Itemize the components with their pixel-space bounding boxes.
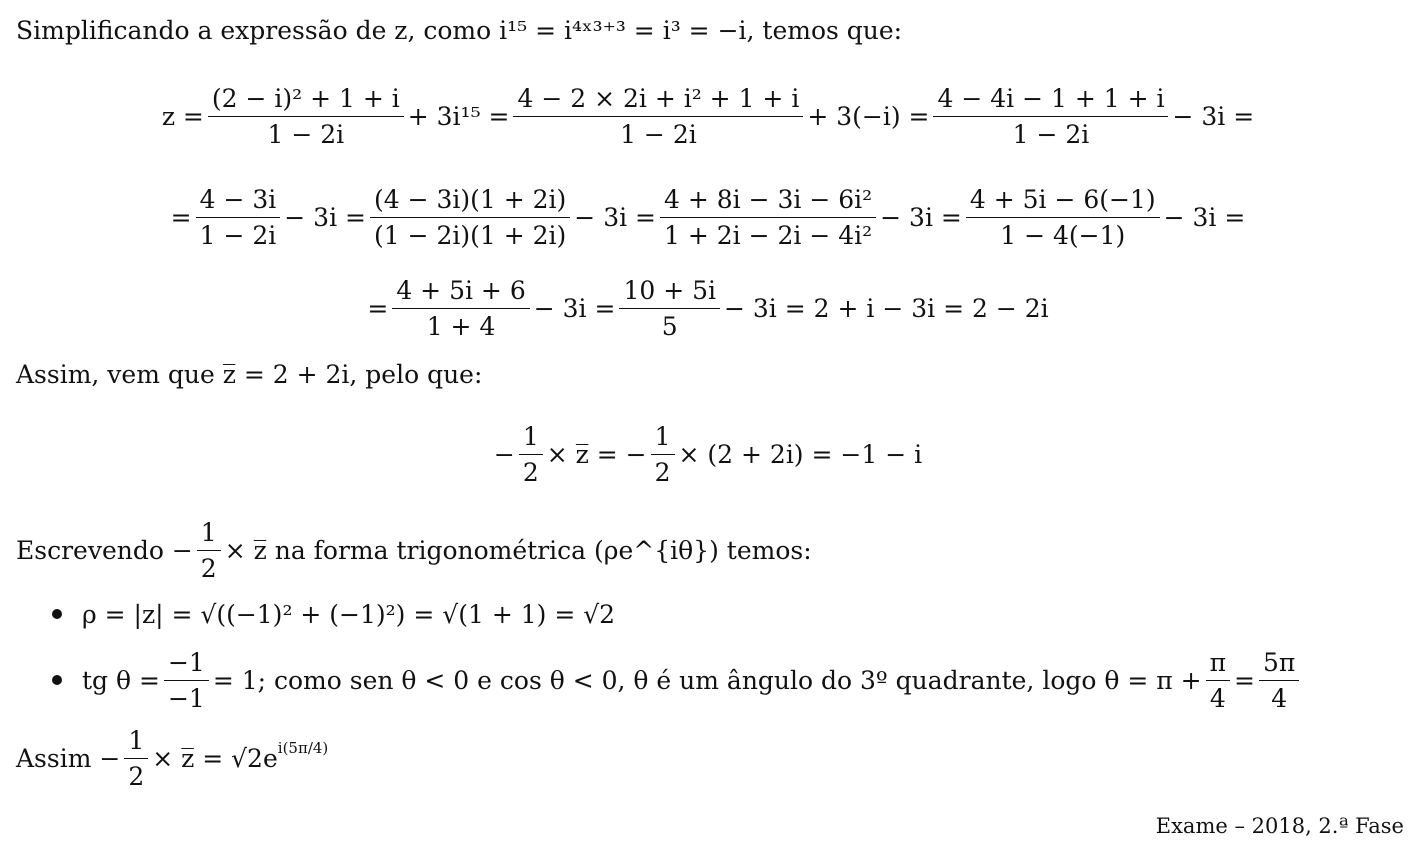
tg-numerator: −1 [164, 648, 209, 681]
eq1-f3-denominator: 1 − 2i [1012, 119, 1090, 149]
eq4-start: − [493, 439, 515, 469]
bullet-theta-fraction-2 [1206, 648, 1230, 713]
final-line [0, 722, 1416, 794]
final-fraction [124, 726, 148, 791]
bullet-theta-pre: tg θ = [82, 665, 160, 695]
eq3-fraction-1 [392, 276, 529, 341]
eq1-f2-numerator: 4 − 2 × 2i + i² + 1 + i [513, 84, 803, 117]
eq1-fraction-1 [208, 84, 404, 149]
eq1-f1-denominator: 1 − 2i [267, 119, 345, 149]
eq1-mid-2: + 3(−i) = [807, 101, 930, 131]
trig-intro-fraction [197, 518, 221, 583]
equation-line-2 [0, 176, 1416, 258]
eq2-mid-3: − 3i = [880, 202, 962, 232]
trig-intro-numerator: 1 [197, 518, 221, 551]
trig-intro-post: × z̅ na forma trigonométrica (ρe^{iθ}) temos: [224, 535, 812, 565]
eq4-f2-numerator: 1 [651, 422, 675, 455]
eq1-end: − 3i = [1172, 101, 1255, 131]
bullet-theta [0, 642, 1416, 718]
eq2-mid-2: − 3i = [574, 202, 656, 232]
bullet-rho-text: ρ = |z| = √((−1)² + (−1)²) = √(1 + 1) = √2 [82, 599, 616, 629]
eq2-end: − 3i = [1163, 202, 1246, 232]
eq2-f4-numerator: 4 + 5i − 6(−1) [966, 185, 1160, 218]
eq3-mid-1: − 3i = [533, 293, 616, 323]
eq2-start: = [170, 202, 192, 232]
final-post: × z̅ = √2e [152, 743, 278, 773]
eq2-fraction-3 [660, 185, 876, 250]
bullet-theta-fraction-3 [1259, 648, 1299, 713]
eq1-lhs: z = [161, 101, 204, 131]
eq1-f1-numerator: (2 − i)² + 1 + i [208, 84, 404, 117]
trig-intro-line [0, 512, 1416, 588]
bullet-theta-mid: = 1; como sen θ < 0 e cos θ < 0, θ é um ângulo do 3º quadrante, logo θ = π + [212, 665, 1202, 695]
eq2-f1-denominator: 1 − 2i [199, 220, 277, 250]
source-footer [0, 810, 1416, 842]
eq4-f1-numerator: 1 [519, 422, 543, 455]
eq4-fraction-2 [651, 422, 675, 487]
eq2-fraction-4 [966, 185, 1160, 250]
assim-text: Assim, vem que z̅ = 2 + 2i, pelo que: [16, 359, 483, 389]
eq4-f2-denominator: 2 [654, 457, 671, 487]
trig-intro-pre: Escrevendo − [16, 535, 193, 565]
eq2-f2-denominator: (1 − 2i)(1 + 2i) [373, 220, 567, 250]
final-pre: Assim − [16, 743, 121, 773]
eq3-f2-denominator: 5 [661, 311, 678, 341]
eq1-f2-denominator: 1 − 2i [620, 119, 697, 149]
eq4-f1-denominator: 2 [522, 457, 539, 487]
final-numerator: 1 [124, 726, 148, 759]
pi-over-4-denominator: 4 [1209, 683, 1226, 713]
eq2-f4-denominator: 1 − 4(−1) [1000, 220, 1126, 250]
assim-line [0, 354, 1416, 394]
eq1-fraction-3 [933, 84, 1168, 149]
eq3-fraction-2 [619, 276, 720, 341]
eq2-fraction-2 [370, 185, 570, 250]
eq2-f1-numerator: 4 − 3i [196, 185, 281, 218]
eq1-f3-numerator: 4 − 4i − 1 + 1 + i [933, 84, 1168, 117]
equation-line-1 [0, 76, 1416, 156]
pi-over-4-numerator: π [1206, 648, 1230, 681]
final-exponent: i(5π/4) [277, 739, 329, 757]
bullet-rho [0, 592, 1416, 636]
eq2-f3-numerator: 4 + 8i − 3i − 6i² [660, 185, 876, 218]
bullet-dot [52, 675, 62, 685]
eq1-mid-1: + 3i¹⁵ = [407, 101, 510, 131]
eq3-f1-numerator: 4 + 5i + 6 [392, 276, 529, 309]
equation-line-3 [0, 268, 1416, 348]
eq4-mid: × z̅ = − [546, 439, 647, 469]
equation-line-4 [0, 416, 1416, 492]
eq3-start: = [367, 293, 389, 323]
bullet-theta-fraction-1 [164, 648, 209, 713]
eq2-f3-denominator: 1 + 2i − 2i − 4i² [664, 220, 873, 250]
eq4-end: × (2 + 2i) = −1 − i [678, 439, 923, 469]
intro-text: Simplificando a expressão de z, como i¹⁵ = i⁴ˣ³⁺³ = i³ = −i, temos que: [16, 15, 903, 45]
eq3-f2-numerator: 10 + 5i [619, 276, 720, 309]
bullet-theta-mid-2: = [1234, 665, 1255, 695]
eq2-mid-1: − 3i = [284, 202, 366, 232]
intro-line [0, 10, 1416, 50]
bullet-dot [52, 609, 62, 619]
eq3-f1-denominator: 1 + 4 [426, 311, 496, 341]
tg-denominator: −1 [167, 683, 205, 713]
eq3-end: − 3i = 2 + i − 3i = 2 − 2i [724, 293, 1049, 323]
eq2-f2-numerator: (4 − 3i)(1 + 2i) [370, 185, 570, 218]
five-pi-over-4-numerator: 5π [1259, 648, 1299, 681]
final-denominator: 2 [128, 761, 145, 791]
eq1-fraction-2 [513, 84, 803, 149]
exam-source: Exame – 2018, 2.ª Fase [1155, 814, 1404, 838]
five-pi-over-4-denominator: 4 [1271, 683, 1288, 713]
eq4-fraction-1 [519, 422, 543, 487]
trig-intro-denominator: 2 [200, 553, 217, 583]
eq2-fraction-1 [196, 185, 281, 250]
